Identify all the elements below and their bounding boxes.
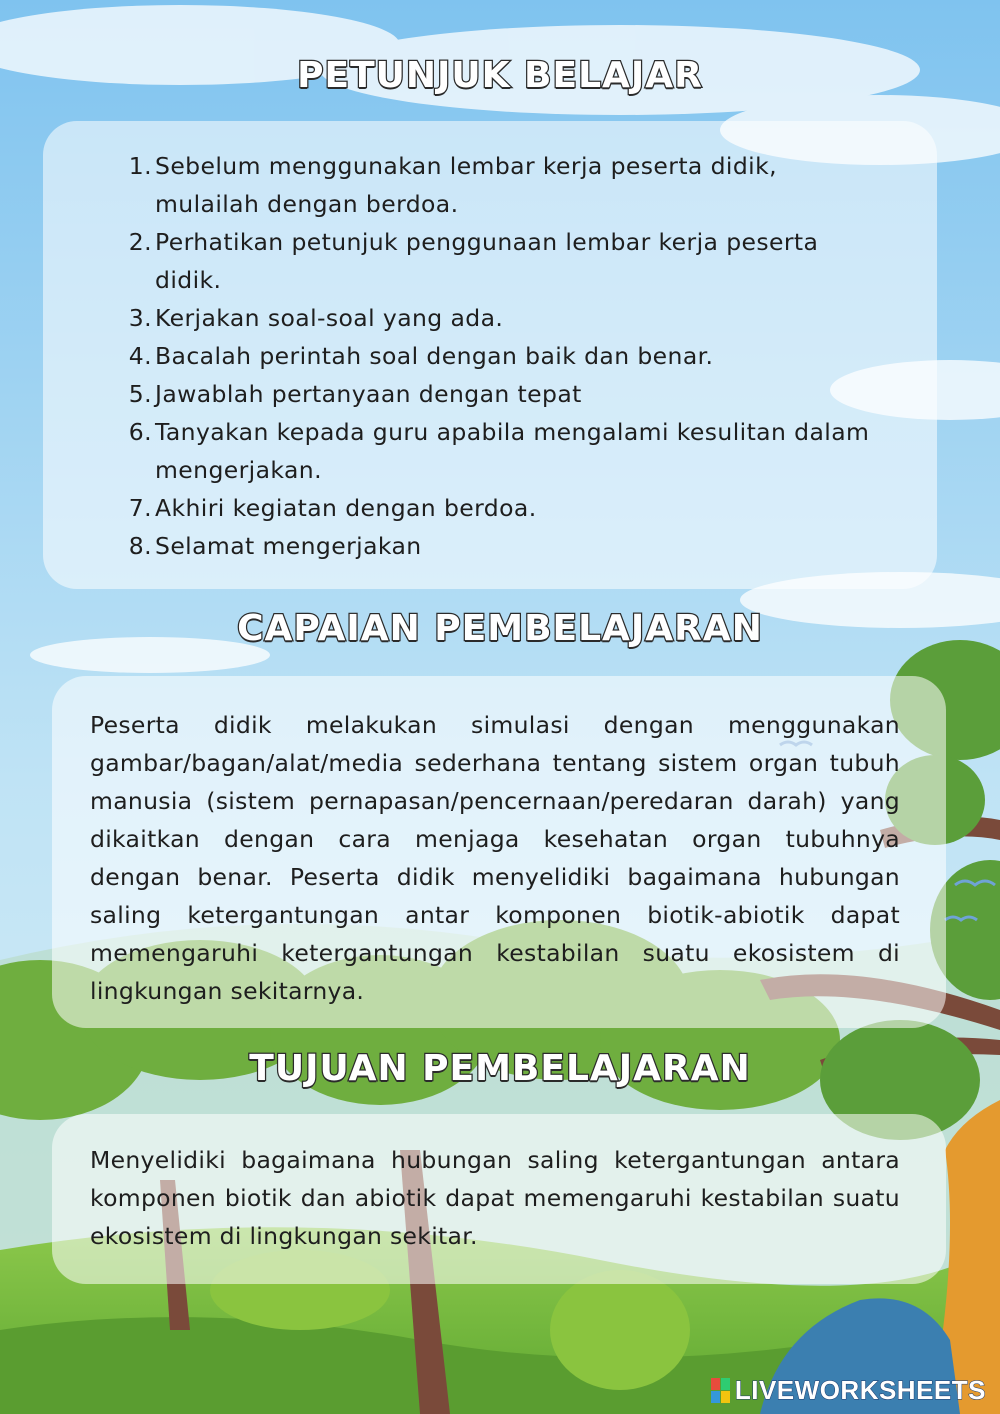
list-item: 5. Jawablah pertanyaan dengan tepat <box>128 380 582 408</box>
tujuan-text: Menyelidiki bagaimana hubungan saling ketergantungan antara komponen biotik dan abiotik dapat memengaruhi kestabilan suatu ekosistem di lingkungan sekitar. <box>90 1146 900 1250</box>
capaian-panel <box>52 676 946 1028</box>
list-item: 4. Bacalah perintah soal dengan baik dan benar. <box>128 342 714 370</box>
list-item: 1. Sebelum menggunakan lembar kerja peserta didik, mulailah dengan berdoa. <box>128 152 777 218</box>
tujuan-heading: TUJUAN PEMBELAJARAN <box>249 1048 751 1089</box>
tujuan-panel <box>52 1114 946 1284</box>
capaian-text: Peserta didik melakukan simulasi dengan menggunakan gambar/bagan/alat/media sederhana tentang sistem organ tubuh manusia (sistem pernapasan/pencernaan/peredaran darah) yang dikaitkan dengan cara menjaga kesehatan organ tubuhnya dengan benar. Peserta didik menyelidiki bagaimana hubungan saling ketergantungan antar komponen biotik-abiotik dapat memengaruhi ketergantungan kestabilan suatu ekosistem di lingkungan sekitarnya. <box>90 711 900 1005</box>
petunjuk-list <box>129 147 889 565</box>
list-item: 2. Perhatikan petunjuk penggunaan lembar kerja peserta didik. <box>128 228 819 294</box>
liveworksheets-watermark <box>711 1375 986 1406</box>
list-item: 7. Akhiri kegiatan dengan berdoa. <box>128 494 537 522</box>
petunjuk-panel <box>43 121 937 589</box>
capaian-heading: CAPAIAN PEMBELAJARAN <box>237 608 763 649</box>
list-item: 3. Kerjakan soal-soal yang ada. <box>128 304 504 332</box>
liveworksheets-logo-icon <box>711 1378 731 1404</box>
petunjuk-heading: PETUNJUK BELAJAR <box>297 55 703 96</box>
list-item: 6. Tanyakan kepada guru apabila mengalami kesulitan dalam mengerjakan. <box>128 418 870 484</box>
watermark-text: LIVEWORKSHEETS <box>734 1375 986 1405</box>
list-item: 8. Selamat mengerjakan <box>128 532 422 560</box>
